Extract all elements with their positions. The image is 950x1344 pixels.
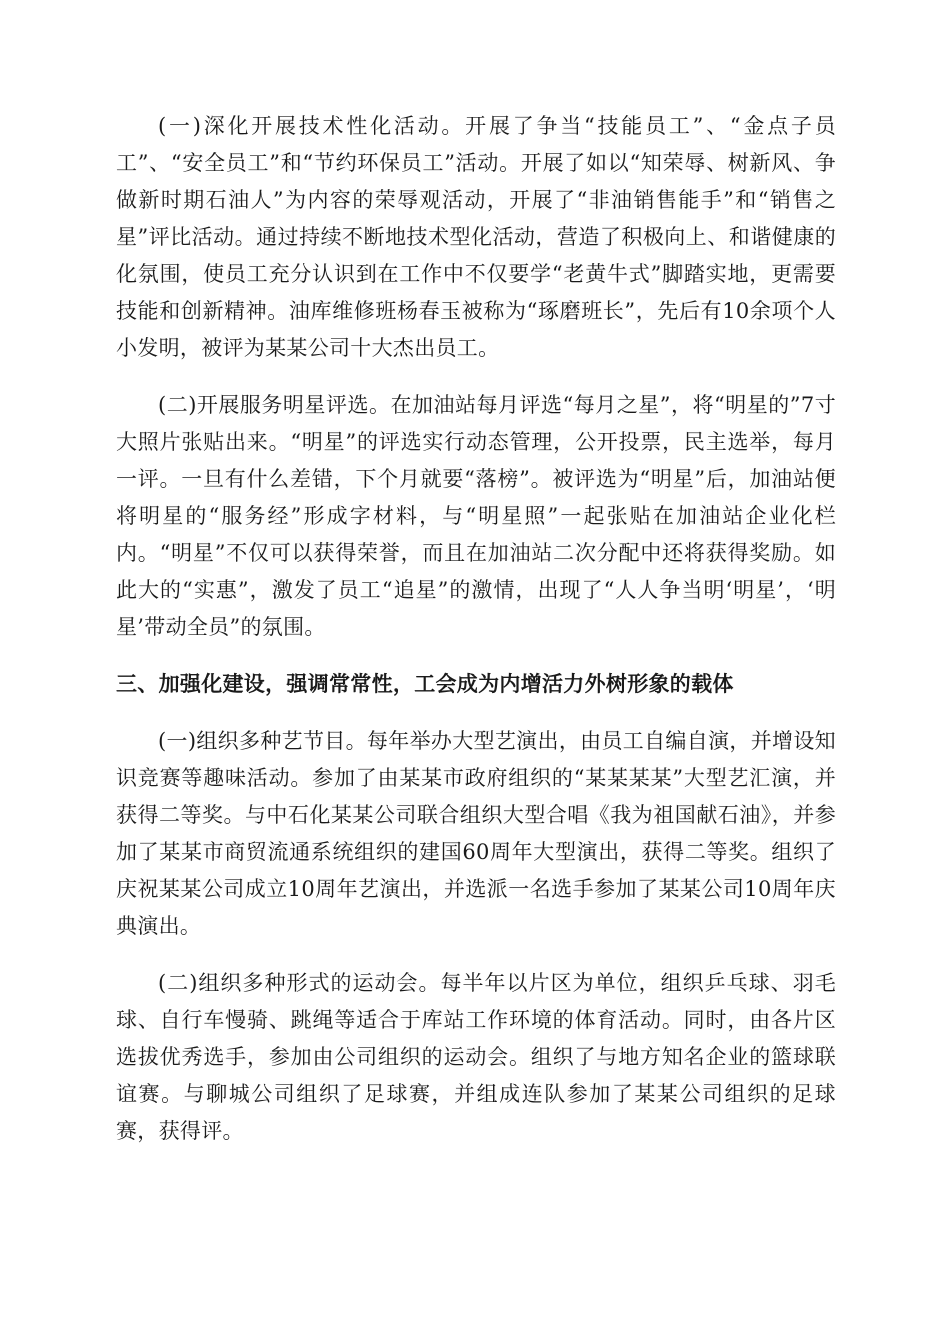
document-body <box>116 108 836 1170</box>
paragraph-art-programs: (一)组织多种艺节目。每年举办大型艺演出，由员工自编自演，并增设知识竞赛等趣味活动。参加了由某某市政府组织的“某某某某”大型艺汇演，并获得二等奖。与中石化某某公司联合组织大型合唱《我为祖国献石油》，并参加了某某市商贸流通系统组织的建国60周年大型演出，获得二等奖。组织了庆祝某某公司成立10周年艺演出，并选派一名选手参加了某某公司10周年庆典演出。 <box>116 729 836 938</box>
section-heading: 三、加强化建设，强调常常性，工会成为内增活力外树形象的载体 <box>116 672 734 696</box>
paragraph-technical-activities: (一)深化开展技术性化活动。开展了争当“技能员工”、“金点子员工”、“安全员工”和“节约环保员工”活动。开展了如以“知荣辱、树新风、争做新时期石油人”为内容的荣辱观活动，开展了“非油销售能手”和“销售之星”评比活动。通过持续不断地技术型化活动，营造了积极向上、和谐健康的化氛围，使员工充分认识到在工作中不仅要学“老黄牛式”脚踏实地，更需要技能和创新精神。油库维修班杨春玉被称为“琢磨班长”，先后有10余项个人小发明，被评为某某公司十大杰出员工。 <box>116 114 836 360</box>
paragraph-service-star: (二)开展服务明星评选。在加油站每月评选“每月之星”，将“明星的”7寸大照片张贴出来。“明星”的评选实行动态管理，公开投票，民主选举，每月一评。一旦有什么差错，下个月就要“落榜”。被评选为“明星”后，加油站便将明星的“服务经”形成字材料，与“明星照”一起张贴在加油站企业化栏内。“明星”不仅可以获得荣誉，而且在加油站二次分配中还将获得奖励。如此大的“实惠”，激发了员工“追星”的激情，出现了“人人争当明‘明星’，‘明星’带动全员”的氛围。 <box>116 393 836 639</box>
paragraph-sports-meet: (二)组织多种形式的运动会。每半年以片区为单位，组织乒乓球、羽毛球、自行车慢骑、跳绳等适合于库站工作环境的体育活动。同时，由各片区选拔优秀选手，参加由公司组织的运动会。组织了与地方知名企业的篮球联谊赛。与聊城公司组织了足球赛，并组成连队参加了某某公司组织的足球赛，获得评。 <box>116 971 836 1143</box>
